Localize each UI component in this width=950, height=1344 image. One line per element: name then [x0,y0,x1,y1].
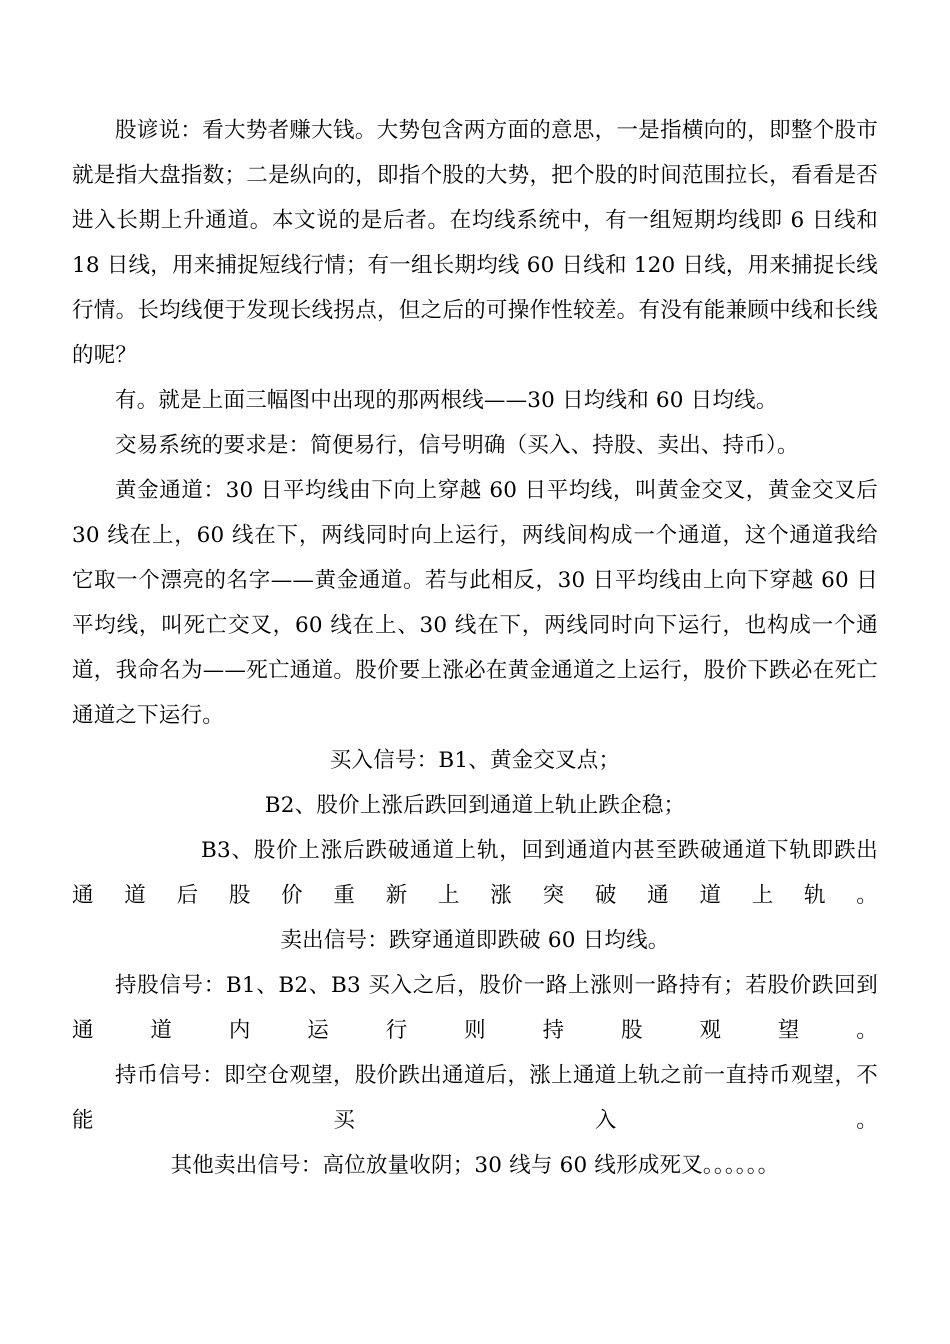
paragraph-buy-signal-b3: B3、股价上涨后跌破通道上轨，回到通道内甚至跌破通道下轨即跌出通道后股价重新上涨突破通道上轨。 [72,838,878,908]
paragraph-intro: 股谚说：看大势者赚大钱。大势包含两方面的意思，一是指横向的，即整个股市就是指大盘指数；二是纵向的，即指个股的大势，把个股的时间范围拉长，看看是否进入长期上升通道。本文说的是后者。在均线系统中，有一组短期均线即 6 日线和 18 日线，用来捕捉短线行情；有一组长期均线 60 日线和 120 日线，用来捕捉长线行情。长均线便于发现长线拐点，但之后的可操作性较差。有没有能兼顾中线和长线的呢？ [72,118,878,368]
paragraph-answer: 有。就是上面三幅图中出现的那两根线——30 日均线和 60 日均线。 [115,388,778,413]
document-body [72,108,878,1188]
paragraph-buy-signal-b1: 买入信号：B1、黄金交叉点； [329,748,621,773]
paragraph-hold-cash-signal: 持币信号：即空仓观望，股价跌出通道后，涨上通道上轨之前一直持币观望，不能买入。 [72,1063,878,1133]
paragraph-golden-channel: 黄金通道：30 日平均线由下向上穿越 60 日平均线，叫黄金交叉，黄金交叉后 30 线在上，60 线在下，两线同时向上运行，两线间构成一个通道，这个通道我给它取一个漂亮的名字——黄金通道。若与此相反，30 日平均线由上向下穿越 60 日平均线，叫死亡交叉，60 线在上、30 线在下，两线同时向下运行，也构成一个通道，我命名为——死亡通道。股价要上涨必在黄金通道之上运行，股价下跌必在死亡通道之下运行。 [72,478,878,728]
paragraph-hold-stock-signal: 持股信号：B1、B2、B3 买入之后，股价一路上涨则一路持有；若股价跌回到通道内运行则持股观望。 [72,973,878,1043]
paragraph-buy-signal-b2: B2、股价上涨后跌回到通道上轨止跌企稳； [264,793,686,818]
paragraph-other-sell-signals: 其他卖出信号：高位放量收阴；30 线与 60 线形成死叉。。。。。。 [170,1153,780,1178]
paragraph-sell-signal: 卖出信号：跌穿通道即跌破 60 日均线。 [280,928,670,953]
paragraph-system-requirement: 交易系统的要求是：简便易行，信号明确（买入、持股、卖出、持币）。 [115,433,799,458]
